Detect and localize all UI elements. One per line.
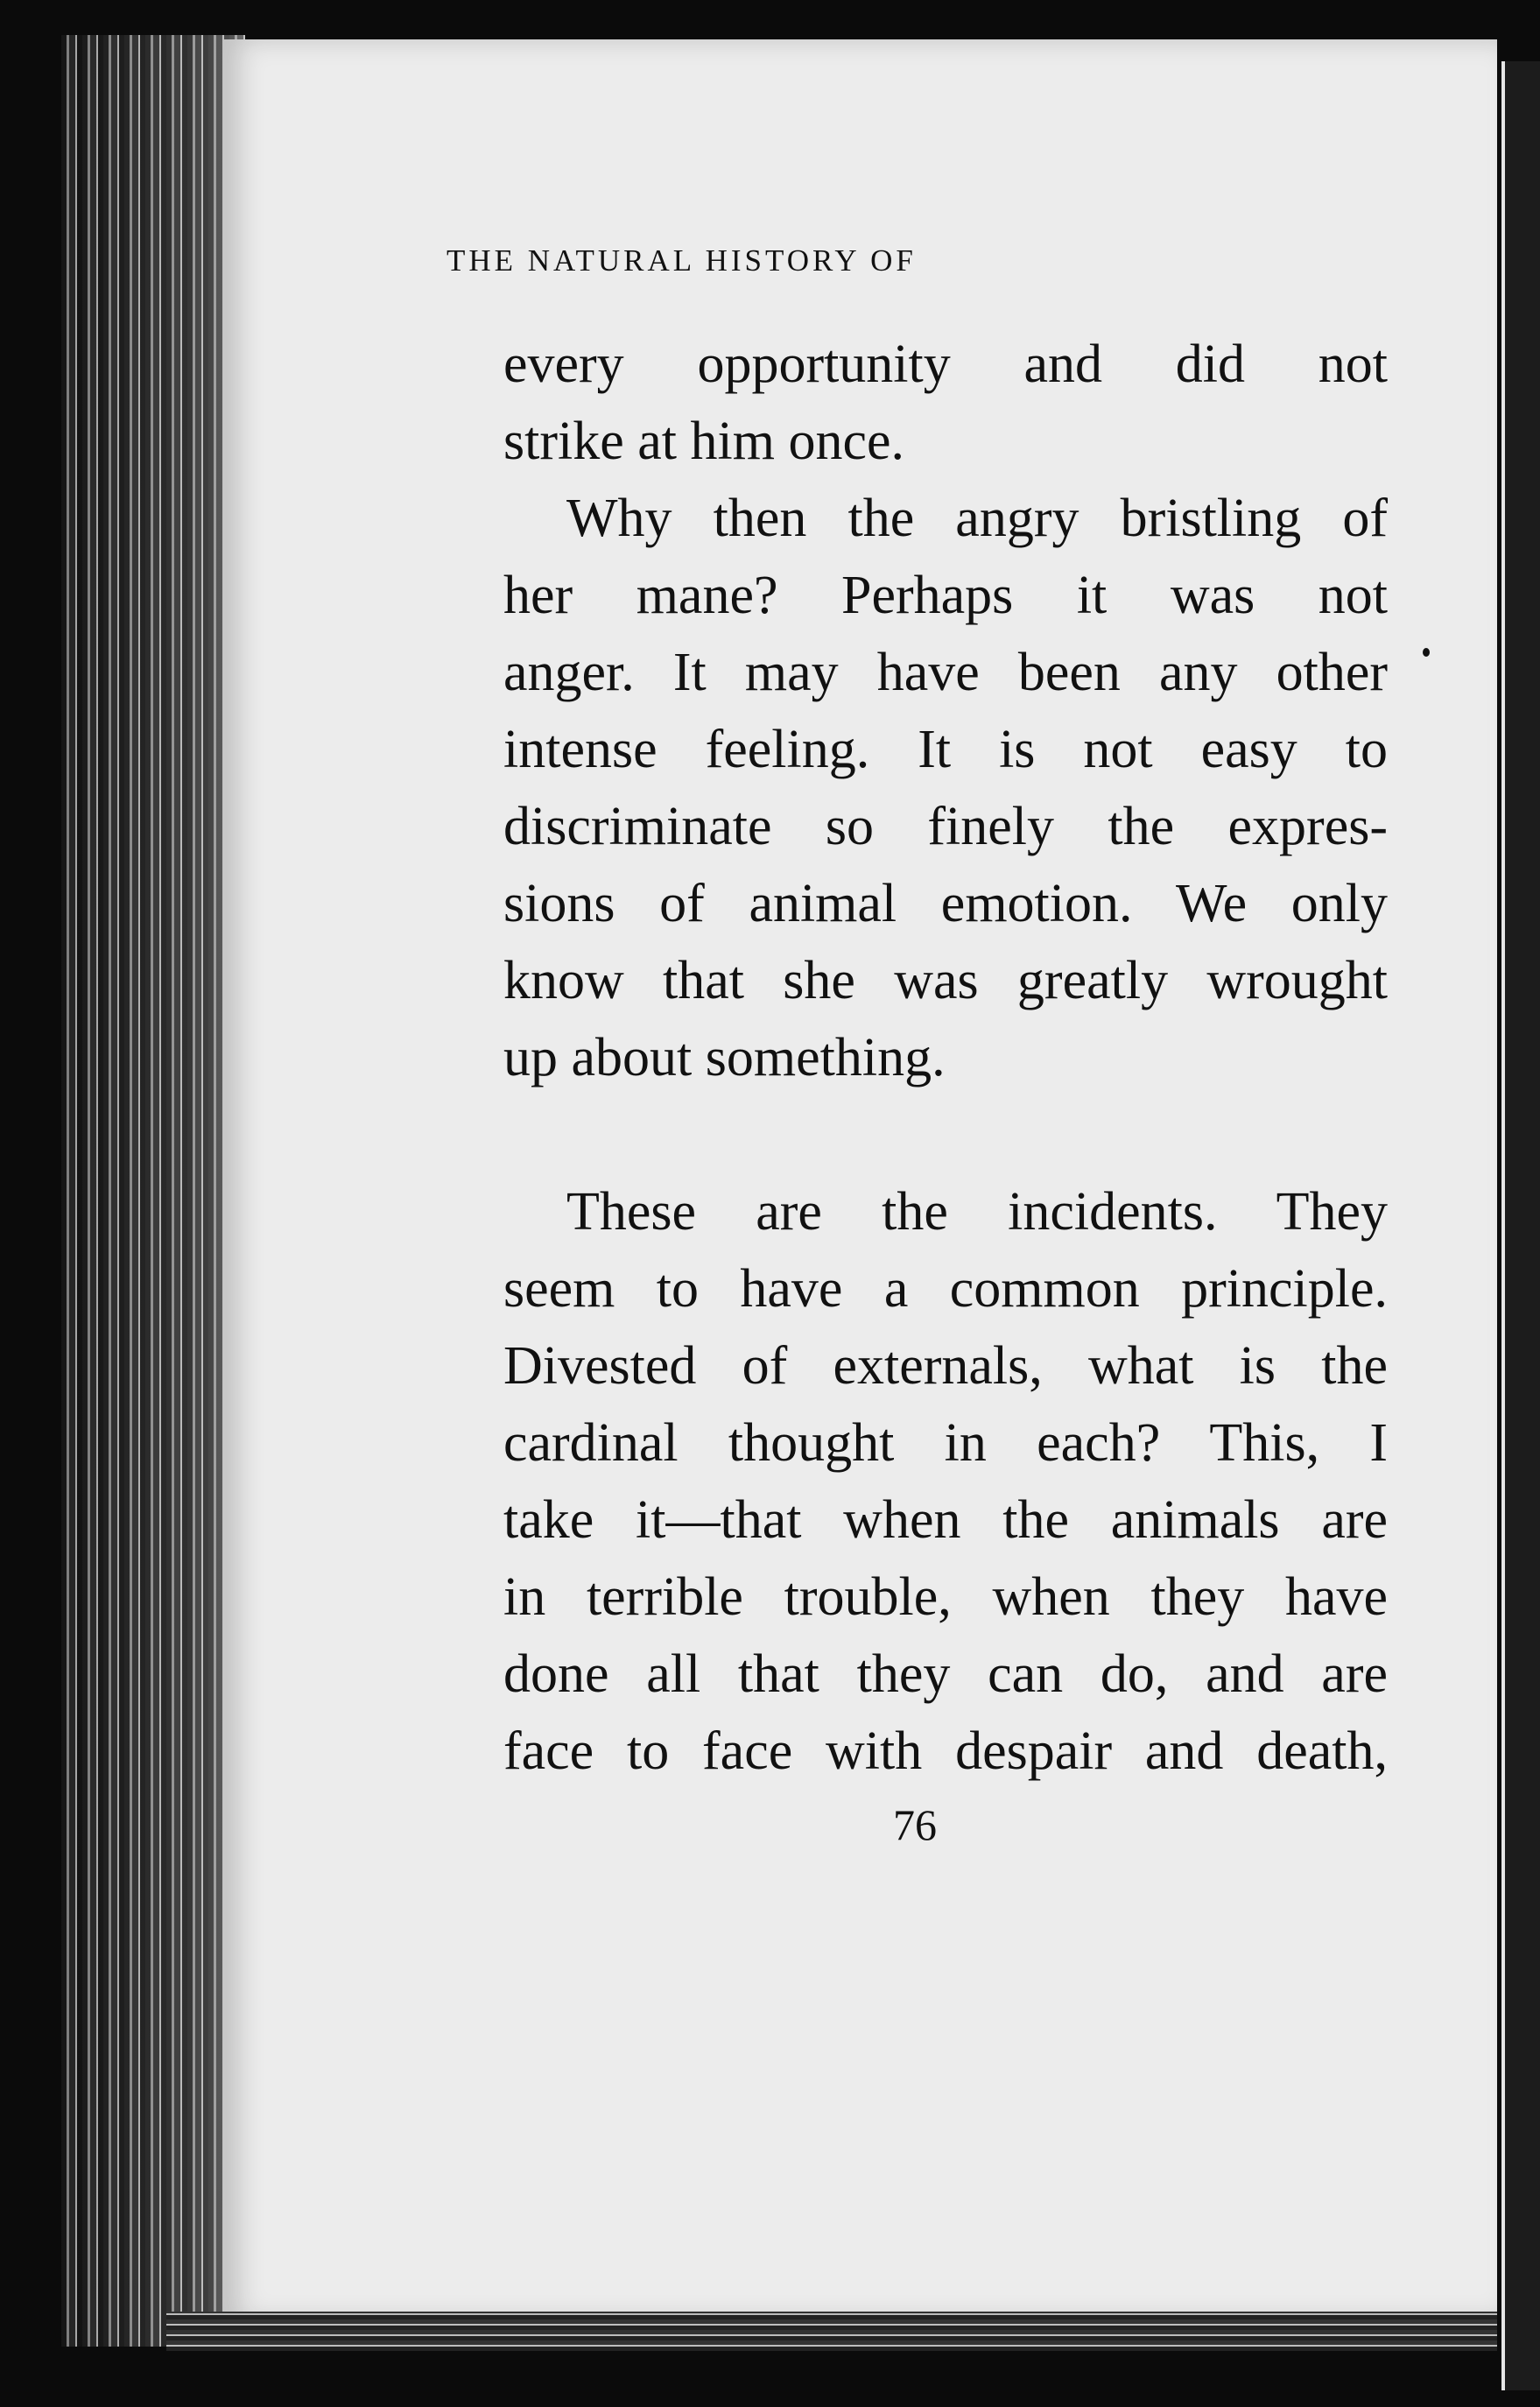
text-line: Why then the angry bristling of [566, 489, 1388, 548]
text-line: intense feeling. It is not easy to [503, 720, 1388, 779]
text-line: sions of animal emotion. We only [503, 874, 1388, 933]
text-line: up about something. [503, 1028, 946, 1087]
text-line: discriminate so finely the expres- [503, 797, 1388, 856]
text-line: in terrible trouble, when they have [503, 1567, 1388, 1627]
page-number: 76 [893, 1800, 937, 1849]
text-line: cardinal thought in each? This, I [503, 1413, 1388, 1473]
book-bottom-edge [166, 2312, 1497, 2351]
text-line: take it—that when the animals are [503, 1490, 1388, 1550]
paragraph-1 [503, 326, 1388, 480]
text-line: her mane? Perhaps it was not [503, 566, 1388, 625]
text-line: anger. It may have been any other [503, 643, 1388, 702]
book-page-edges [61, 35, 245, 2347]
text-line: done all that they can do, and are [503, 1644, 1388, 1704]
text-line: Divested of externals, what is the [503, 1336, 1388, 1396]
paragraph-3 [503, 1173, 1388, 1790]
text-line: These are the incidents. They [566, 1182, 1388, 1242]
running-head: THE NATURAL HISTORY OF [447, 243, 917, 278]
text-line: face to face with despair and death, [503, 1721, 1388, 1781]
body-text [503, 326, 1388, 1790]
section-break [503, 1096, 1388, 1173]
text-line: know that she was greatly wrought [503, 951, 1388, 1010]
text-line: seem to have a common principle. [503, 1259, 1388, 1319]
text-line: every opportunity and did not [503, 334, 1388, 394]
paragraph-2 [503, 480, 1388, 1096]
facing-page-edge [1501, 61, 1540, 2390]
ink-speck [1423, 648, 1430, 657]
text-line: strike at him once. [503, 412, 904, 471]
